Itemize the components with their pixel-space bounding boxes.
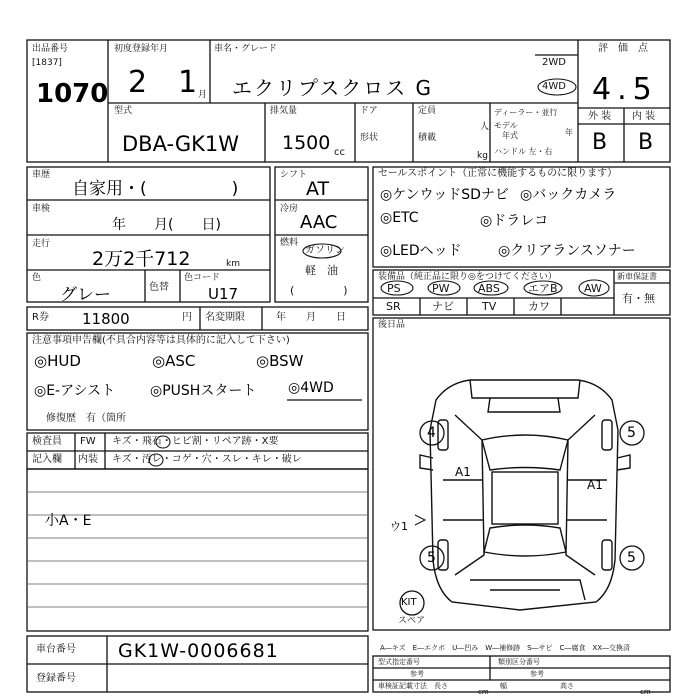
damage-side: ウ1 — [390, 520, 408, 533]
equip-tv: TV — [482, 300, 497, 313]
ref2-label: 参考 — [530, 670, 544, 678]
sales-point-5: ◎LEDヘッド — [380, 243, 462, 259]
equip-sr: SR — [386, 300, 401, 313]
first-reg-label: 初度登録年月 — [114, 44, 169, 54]
interior-check-label: 内装 — [78, 454, 98, 465]
equip-abs: ABS — [478, 282, 500, 295]
note-1-2: ◎ASC — [152, 352, 196, 370]
interior-label: 内 装 — [632, 111, 656, 122]
height-unit: cm — [640, 688, 651, 696]
note-1-1: ◎HUD — [34, 352, 81, 370]
category-label: 類別区分番号 — [498, 658, 540, 666]
fw-label: FW — [80, 436, 96, 447]
tire-front-left: 4 — [427, 425, 436, 441]
displacement-unit: cc — [334, 147, 345, 158]
warranty-label: 新車保証書 — [617, 272, 657, 281]
damage-right: A1 — [587, 478, 603, 492]
tire-rear-right: 5 — [627, 550, 636, 566]
dealer-line2: モデル — [494, 121, 518, 130]
capacity-label: 定員 — [418, 106, 437, 116]
first-reg-month: 1 — [178, 65, 198, 100]
ref1-label: 参考 — [410, 670, 424, 678]
sales-point-1: ◎ケンウッドSDナビ — [380, 187, 509, 203]
fuel-label: 燃料 — [280, 238, 299, 248]
mileage-value: 2万2千712 — [92, 248, 191, 270]
ac-value: AAC — [300, 212, 338, 233]
repair-history: 修復歴 有（箇所 — [46, 413, 126, 424]
equip-ps: PS — [387, 282, 401, 295]
drive-2wd: 2WD — [542, 57, 566, 68]
exterior-label: 外 装 — [588, 111, 612, 122]
lot-sub: [1837] — [32, 58, 62, 68]
handle-label: ハンドル 左・右 — [494, 147, 553, 156]
damage-legend: A―キズ E―エクボ U―凹み W―補修跡 S―サビ C―腐食 XX―交換済 — [380, 644, 631, 652]
score-value: 4.5 — [592, 72, 658, 107]
equipment-label: 装備品（純正品に限り◎をつけてください） — [378, 272, 557, 282]
shift-value: AT — [306, 178, 330, 200]
fuel-other: ( ) — [290, 284, 352, 297]
sales-point-6: ◎クリアランスソナー — [498, 243, 636, 259]
note-2-2: ◎PUSHスタート — [150, 383, 257, 399]
registration-label: 登録番号 — [36, 673, 76, 684]
color-label: 色 — [32, 273, 42, 283]
sales-points-label: セールスポイント（正常に機能するものに限ります） — [378, 168, 618, 179]
first-reg-year: 2 — [128, 65, 148, 100]
model-value: DBA-GK1W — [122, 132, 239, 156]
car-diagram — [420, 380, 630, 610]
drive-4wd: 4WD — [542, 81, 566, 92]
type-cert-label: 型式指定番号 — [378, 658, 420, 666]
inspector-label-1: 検査員 — [32, 436, 62, 447]
color-code-label: 色コード — [184, 273, 221, 283]
name-change-date: 年 月 日 — [276, 312, 346, 323]
history-label: 車歴 — [32, 170, 51, 180]
interior-grade: B — [638, 130, 654, 155]
fuel-gasoline: ガソリン — [305, 245, 345, 256]
spare-label: スペア — [398, 616, 426, 626]
inspection-label: 車検 — [32, 204, 51, 214]
chassis-value: GK1W-0006681 — [118, 640, 279, 662]
tire-front-right: 5 — [627, 425, 636, 441]
recycle-label: R券 — [32, 312, 49, 323]
capacity-unit: 人 — [480, 122, 490, 132]
exterior-grade: B — [592, 130, 608, 155]
damage-left: A1 — [455, 465, 471, 479]
notes-label: 注意事項申告欄(不具合内容等は具体的に記入して下さい) — [32, 335, 290, 346]
dims-label: 車検証記載寸法 長さ — [378, 682, 448, 690]
dealer-year-unit: 年 — [565, 128, 573, 137]
back-label: 後日品 — [378, 320, 406, 330]
inspector-handwritten: 小A・E — [45, 513, 92, 529]
lot-number: 1070 — [36, 79, 109, 109]
shift-label: シフト — [280, 170, 308, 180]
score-label: 評 価 点 — [598, 43, 648, 54]
height-label: 高さ — [560, 682, 574, 690]
note-1-3: ◎BSW — [256, 352, 304, 370]
model-label: 型式 — [114, 106, 133, 116]
color-code-value: U17 — [208, 285, 239, 303]
sales-point-4: ◎ドラレコ — [480, 213, 549, 229]
displacement-label: 排気量 — [270, 106, 298, 116]
doors-label: ドア — [360, 106, 378, 116]
note-2-1: ◎E-アシスト — [34, 383, 116, 399]
fuel-diesel: 軽 油 — [305, 264, 338, 277]
equip-pw: PW — [432, 282, 450, 295]
inspection-text: 年 月( 日) — [112, 217, 221, 233]
interior-check-text: キズ・汚レ・コゲ・穴・スレ・キレ・破レ — [112, 454, 302, 465]
car-name-label: 車名・グレード — [214, 44, 278, 54]
color-value: グレー — [60, 285, 111, 305]
load-unit: kg — [477, 151, 488, 161]
ac-label: 冷房 — [280, 204, 299, 214]
fw-text: キズ・飛石・ヒビ割・リペア跡・X要 — [112, 436, 279, 447]
equip-airbag: エアB — [528, 282, 558, 295]
inspector-label-2: 記入欄 — [32, 454, 62, 465]
car-name-value: エクリプスクロス G — [232, 76, 434, 100]
name-change-label: 名変期限 — [205, 312, 245, 323]
dealer-line1: ディーラー・並行 — [494, 108, 558, 117]
recycle-unit: 円 — [182, 312, 192, 323]
lot-label: 出品番号 — [32, 44, 69, 54]
shape-label: 形状 — [360, 133, 379, 143]
displacement-value: 1500 — [282, 132, 331, 154]
note-2-3: ◎4WD — [288, 380, 334, 396]
chassis-label: 車台番号 — [36, 644, 76, 655]
history-value: 自家用・( ) — [72, 179, 239, 199]
first-reg-month-unit: 月 — [198, 90, 208, 100]
tire-rear-left: 5 — [427, 550, 436, 566]
warranty-value: 有・無 — [622, 292, 655, 305]
width-label: 幅 — [500, 682, 507, 690]
equip-navi: ナビ — [432, 300, 454, 313]
sales-point-2: ◎バックカメラ — [520, 187, 617, 203]
load-label: 積載 — [418, 133, 437, 143]
equip-leather: カワ — [528, 300, 550, 313]
dealer-line3: 年式 — [502, 131, 518, 140]
recycle-value: 11800 — [82, 310, 130, 328]
color-change-label: 色替 — [149, 282, 169, 293]
mileage-label: 走行 — [32, 239, 51, 249]
spare-kit: KIT — [401, 597, 417, 608]
sales-point-3: ◎ETC — [380, 210, 419, 226]
mileage-unit: km — [226, 259, 240, 269]
length-unit: cm — [478, 688, 489, 696]
equip-aw: AW — [584, 282, 602, 295]
